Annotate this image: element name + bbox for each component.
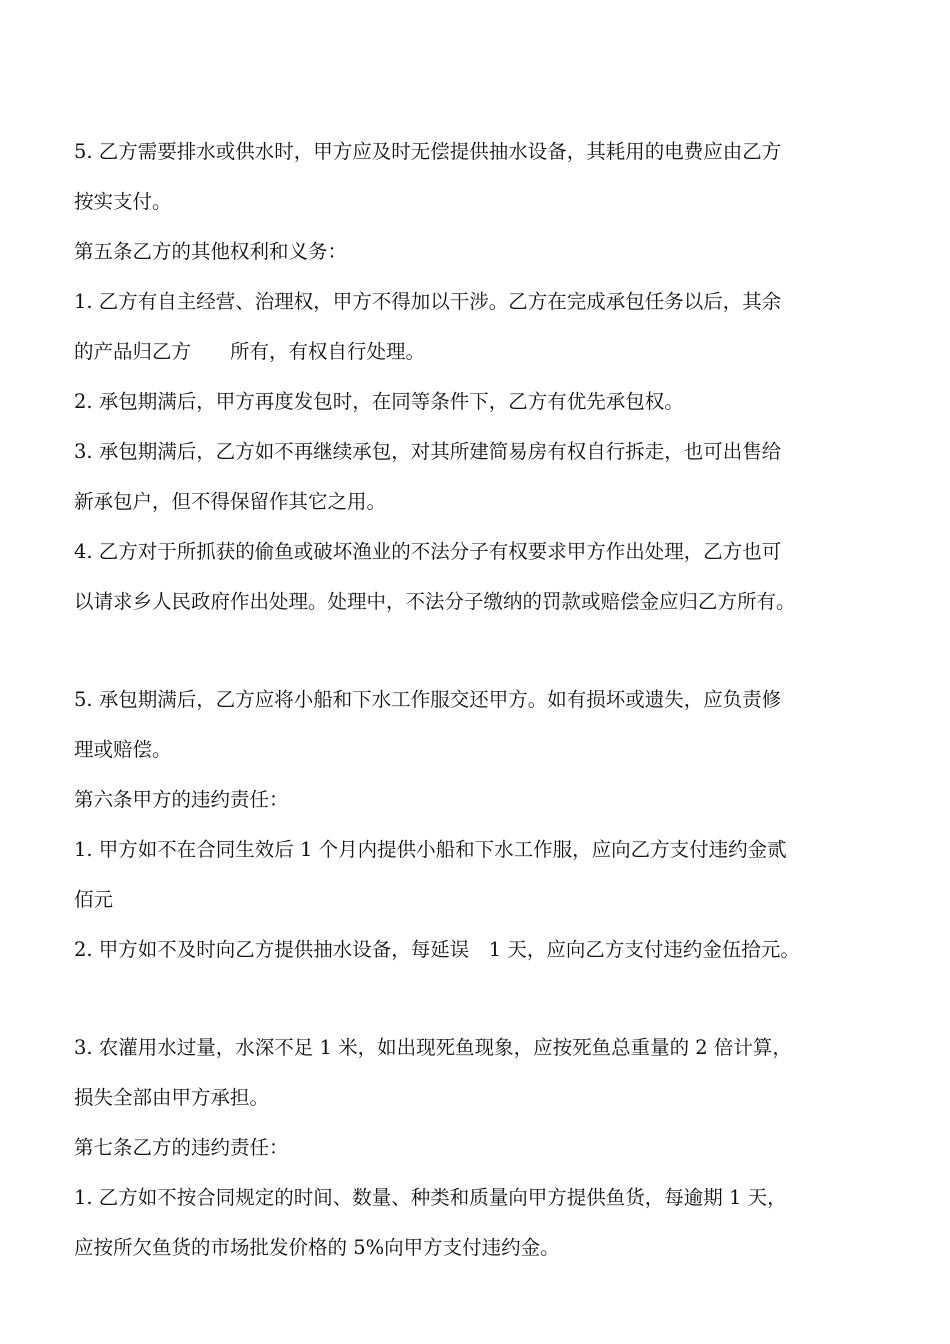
text-line: 按实支付。 [74,190,172,213]
text-line: 5. 乙方需要排水或供水时，甲方应及时无偿提供抽水设备，其耗用的电费应由乙方 [74,140,782,163]
text-line: 佰元 [74,888,114,911]
text-line: 的产品归乙方 所有，有权自行处理。 [74,340,426,363]
text-line: 5. 承包期满后，乙方应将小船和下水工作服交还甲方。如有损坏或遗失，应负责修 [74,688,782,711]
text-line: 新承包户，但不得保留作其它之用。 [74,490,387,513]
text-line: 理或赔偿。 [74,738,172,761]
section-heading: 第六条甲方的违约责任： [74,788,289,811]
text-line: 3. 承包期满后，乙方如不再继续承包，对其所建简易房有权自行拆走，也可出售给 [74,440,782,463]
text-line: 1. 乙方如不按合同规定的时间、数量、种类和质量向甲方提供鱼货，每逾期 1 天， [74,1186,787,1209]
text-line: 2. 甲方如不及时向乙方提供抽水设备，每延误 1 天，应向乙方支付违约金伍拾元。 [74,938,800,961]
text-line: 2. 承包期满后，甲方再度发包时，在同等条件下，乙方有优先承包权。 [74,390,684,413]
text-line: 1. 乙方有自主经营、治理权，甲方不得加以干涉。乙方在完成承包任务以后，其余 [74,290,782,313]
text-line: 以请求乡人民政府作出处理。处理中，不法分子缴纳的罚款或赔偿金应归乙方所有。 [74,590,796,613]
text-line: 1. 甲方如不在合同生效后 1 个月内提供小船和下水工作服，应向乙方支付违约金贰 [74,838,787,861]
text-line: 3. 农灌用水过量，水深不足 1 米，如出现死鱼现象，应按死鱼总重量的 2 倍计算， [74,1036,792,1059]
section-heading: 第五条乙方的其他权利和义务： [74,240,348,263]
section-heading: 第七条乙方的违约责任： [74,1136,289,1159]
text-line: 损失全部由甲方承担。 [74,1086,270,1109]
text-line: 应按所欠鱼货的市场批发价格的 5%向甲方支付违约金。 [74,1236,560,1259]
text-line: 4. 乙方对于所抓获的偷鱼或破坏渔业的不法分子有权要求甲方作出处理，乙方也可 [74,540,782,563]
